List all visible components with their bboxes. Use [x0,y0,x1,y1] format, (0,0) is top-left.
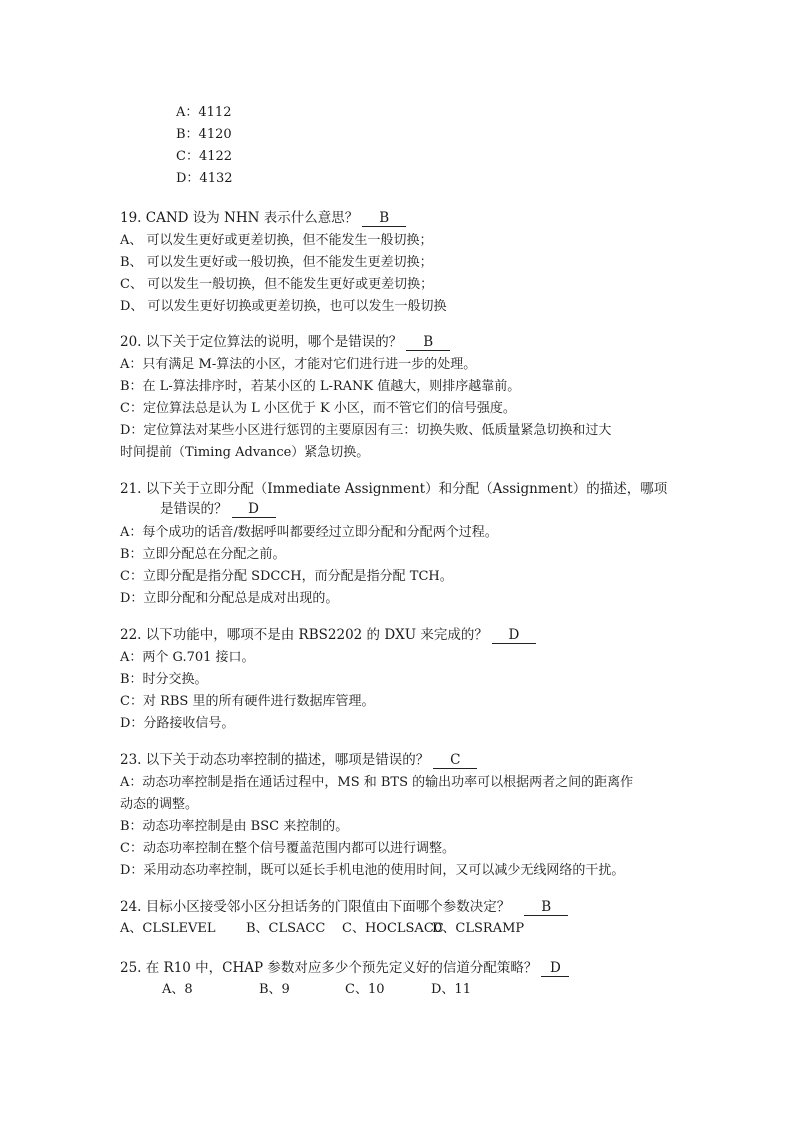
question-22 [120,626,536,644]
q25-option-b: B、9 [259,982,290,997]
q24-option-c: C、HOCLSACC [342,921,444,936]
question-20-answer: B [406,335,450,351]
prev-option-a: A：4112 [176,105,232,120]
q21-option-a: A：每个成功的话音/数据呼叫都要经过立即分配和分配两个过程。 [120,525,498,540]
q22-option-d: D：分路接收信号。 [120,716,235,731]
q23-option-c: C：动态功率控制在整个信号覆盖范围内都可以进行调整。 [120,841,455,856]
question-23-answer: C [433,753,477,769]
question-25-stem: 25. 在 R10 中，CHAP 参数对应多少个预先定义好的信道分配策略？ [120,960,538,976]
question-25 [120,959,569,977]
q20-option-d: D：定位算法对某些小区进行惩罚的主要原因有三：切换失败、低质量紧急切换和过大 [120,423,612,438]
q20-option-c: C：定位算法总是认为 L 小区优于 K 小区，而不管它们的信号强度。 [120,401,516,416]
q19-option-a: A、 可以发生更好或更差切换，但不能发生一般切换； [120,233,433,248]
question-22-answer: D [492,628,536,644]
question-19-stem: 19. CAND 设为 NHN 表示什么意思？ [120,210,359,226]
q20-option-d-cont: 时间提前（Timing Advance）紧急切换。 [120,445,370,460]
question-19-answer: B [362,211,406,227]
q25-options [162,981,471,999]
q21-option-b: B：立即分配总在分配之前。 [120,547,286,562]
question-21-stem-cont: 是错误的？ [160,501,228,517]
q22-option-b: B：时分交换。 [120,672,208,687]
prev-option-d: D：4132 [176,171,233,186]
q20-option-b: B：在 L-算法排序时，若某小区的 L-RANK 值越大，则排序越靠前。 [120,379,521,394]
q19-option-b: B、 可以发生更好或一般切换，但不能发生更差切换； [120,255,433,270]
q23-option-a-cont: 动态的调整。 [120,797,199,812]
q25-option-d: D、11 [431,982,471,997]
question-21-stem: 21. 以下关于立即分配（Immediate Assignment）和分配（Assignment）的描述，哪项 [120,481,668,497]
q23-option-a: A：动态功率控制是指在通话过程中，MS 和 BTS 的输出功率可以根据两者之间的距离作 [120,775,634,790]
q19-option-d: D、 可以发生更好切换或更差切换，也可以发生一般切换 [120,299,447,314]
question-25-answer: D [541,961,569,977]
q21-option-c: C：立即分配是指分配 SDCCH，而分配是指分配 TCH。 [120,569,453,584]
question-23 [120,751,477,769]
q22-option-a: A：两个 G.701 接口。 [120,650,255,665]
question-23-stem: 23. 以下关于动态功率控制的描述，哪项是错误的？ [120,752,430,768]
question-20-stem: 20. 以下关于定位算法的说明，哪个是错误的？ [120,334,403,350]
prev-option-b: B：4120 [176,127,232,142]
q24-option-b: B、CLSACC [246,921,326,936]
q21-option-d: D：立即分配和分配总是成对出现的。 [120,591,339,606]
q25-option-a: A、8 [162,982,193,997]
q24-options [120,920,524,938]
q25-option-c: C、10 [345,982,385,997]
question-24-stem: 24. 目标小区接受邻小区分担话务的门限值由下面哪个参数决定？ [120,899,511,915]
question-22-stem: 22. 以下功能中，哪项不是由 RBS2202 的 DXU 来完成的？ [120,627,488,643]
q24-option-a: A、CLSLEVEL [120,921,216,936]
question-24-answer: B [524,900,568,916]
prev-option-c: C：4122 [176,149,233,164]
q23-option-d: D：采用动态功率控制，既可以延长手机电池的使用时间，又可以减少无线网络的干扰。 [120,863,625,878]
question-21-answer: D [232,502,276,518]
q23-option-b: B：动态功率控制是由 BSC 来控制的。 [120,819,349,834]
q24-option-d: D、CLSRAMP [432,921,525,936]
question-20 [120,333,450,351]
q20-option-a: A：只有满足 M-算法的小区，才能对它们进行进一步的处理。 [120,357,477,372]
q22-option-c: C：对 RBS 里的所有硬件进行数据库管理。 [120,694,375,709]
q19-option-c: C、 可以发生一般切换，但不能发生更好或更差切换； [120,277,434,292]
question-19 [120,209,406,227]
question-21 [160,500,276,518]
question-24 [120,898,568,916]
